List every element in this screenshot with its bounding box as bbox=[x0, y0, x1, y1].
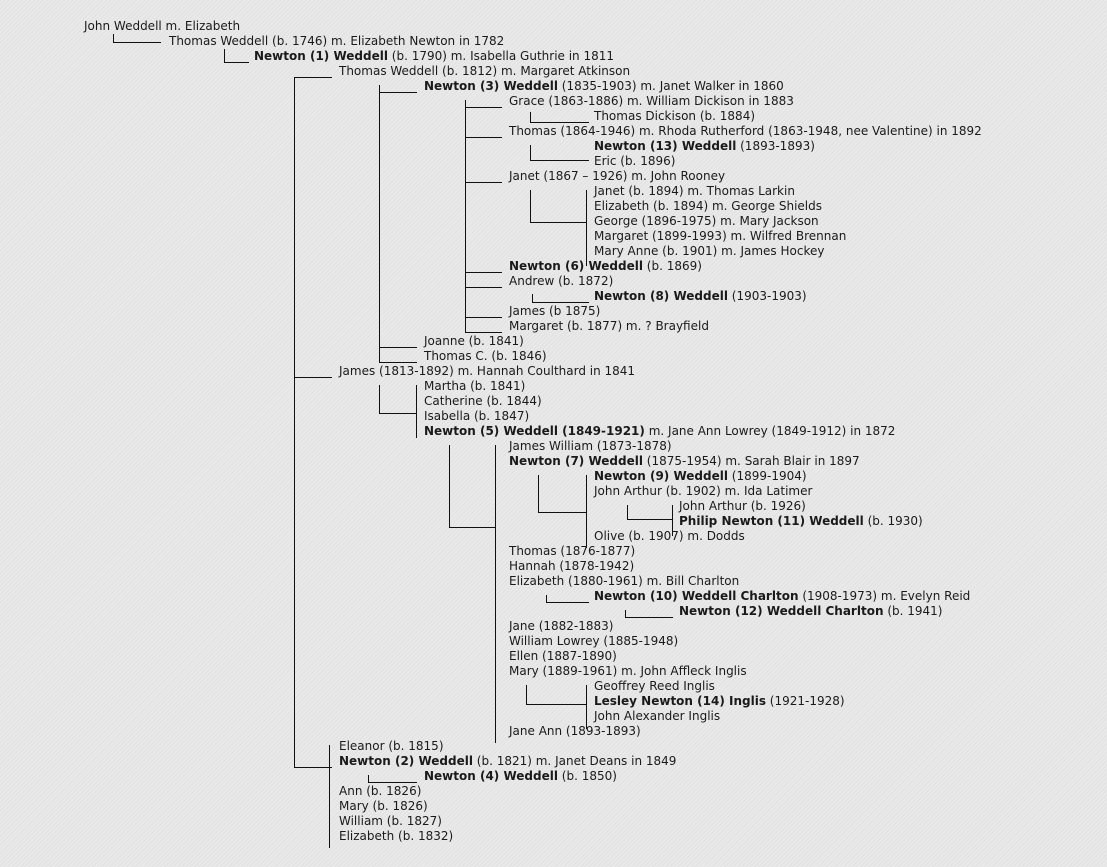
person-text: (1903-1903) bbox=[727, 289, 807, 303]
person-entry bbox=[594, 139, 815, 154]
person-text: Isabella (b. 1847) bbox=[424, 409, 530, 423]
connector-line bbox=[379, 85, 380, 363]
person-text: Ellen (1887-1890) bbox=[509, 649, 617, 663]
person-text: Thomas C. (b. 1846) bbox=[424, 349, 547, 363]
person-entry bbox=[594, 709, 720, 724]
person-entry bbox=[679, 499, 806, 514]
person-text: Elizabeth (b. 1832) bbox=[339, 829, 454, 843]
connector-line bbox=[530, 222, 587, 223]
person-name-highlight: Lesley Newton (14) Inglis bbox=[594, 694, 766, 708]
person-entry bbox=[594, 154, 675, 169]
person-name-highlight: Newton (12) Weddell Charlton bbox=[679, 604, 884, 618]
person-entry bbox=[509, 574, 739, 589]
person-entry bbox=[509, 559, 634, 574]
connector-line bbox=[625, 617, 673, 618]
connector-line bbox=[224, 49, 225, 63]
person-text: Margaret (b. 1877) m. ? Brayfield bbox=[509, 319, 709, 333]
person-entry bbox=[339, 64, 630, 79]
connector-line bbox=[586, 685, 587, 729]
person-text: Elizabeth (b. 1894) m. George Shields bbox=[594, 199, 823, 213]
person-text: Thomas (1876-1877) bbox=[509, 544, 636, 558]
person-name-highlight: Newton (2) Weddell bbox=[339, 754, 473, 768]
connector-line bbox=[530, 145, 531, 161]
person-entry bbox=[339, 784, 421, 799]
person-entry bbox=[339, 739, 444, 754]
person-entry bbox=[594, 589, 970, 604]
person-entry bbox=[339, 799, 428, 814]
person-name-highlight: Newton (7) Weddell bbox=[509, 454, 643, 468]
person-entry bbox=[509, 304, 600, 319]
person-entry bbox=[594, 244, 824, 259]
person-text: (1893-1893) bbox=[736, 139, 815, 153]
connector-line bbox=[465, 100, 466, 333]
connector-line bbox=[526, 685, 527, 705]
person-entry bbox=[594, 214, 819, 229]
person-entry bbox=[509, 94, 794, 109]
connector-line bbox=[465, 317, 502, 318]
person-entry bbox=[509, 274, 613, 289]
connector-line bbox=[379, 385, 380, 414]
person-entry bbox=[594, 184, 795, 199]
connector-line bbox=[465, 272, 502, 273]
connector-line bbox=[294, 77, 332, 78]
connector-line bbox=[294, 77, 295, 768]
person-text: Hannah (1878-1942) bbox=[509, 559, 635, 573]
person-entry bbox=[679, 604, 942, 619]
connector-line bbox=[538, 512, 587, 513]
person-text: Ann (b. 1826) bbox=[339, 784, 422, 798]
connector-line bbox=[379, 92, 417, 93]
connector-line bbox=[465, 182, 502, 183]
person-entry bbox=[509, 169, 725, 184]
person-text: (1921-1928) bbox=[765, 694, 845, 708]
connector-line bbox=[113, 42, 161, 43]
person-name-highlight: Philip Newton (11) Weddell bbox=[679, 514, 864, 528]
person-entry bbox=[594, 229, 846, 244]
person-entry bbox=[594, 484, 812, 499]
person-text: Mary (b. 1826) bbox=[339, 799, 428, 813]
connector-line bbox=[329, 745, 330, 848]
connector-line bbox=[530, 190, 531, 223]
connector-line bbox=[586, 475, 587, 548]
person-text: James (b 1875) bbox=[509, 304, 601, 318]
connector-line bbox=[294, 377, 332, 378]
person-text: Thomas Weddell (b. 1746) m. Elizabeth Newton in 1782 bbox=[169, 34, 505, 48]
person-text: (1908-1973) m. Evelyn Reid bbox=[798, 589, 971, 603]
connector-line bbox=[379, 413, 417, 414]
person-text: Olive (b. 1907) m. Dodds bbox=[594, 529, 745, 543]
person-entry bbox=[424, 379, 525, 394]
person-text: William (b. 1827) bbox=[339, 814, 442, 828]
person-text: Thomas Weddell (b. 1812) m. Margaret Atkinson bbox=[339, 64, 631, 78]
person-text: Mary (1889-1961) m. John Affleck Inglis bbox=[509, 664, 747, 678]
person-text: Thomas (1864-1946) m. Rhoda Rutherford (1863-1948, nee Valentine) in 1892 bbox=[509, 124, 982, 138]
person-text: Mary Anne (b. 1901) m. James Hockey bbox=[594, 244, 825, 258]
person-text: Jane Ann (1893-1893) bbox=[509, 724, 641, 738]
connector-line bbox=[530, 160, 589, 161]
person-text: (b. 1941) bbox=[883, 604, 943, 618]
connector-line bbox=[224, 62, 249, 63]
person-text: Geoffrey Reed Inglis bbox=[594, 679, 715, 693]
person-text: James William (1873-1878) bbox=[509, 439, 672, 453]
person-entry bbox=[594, 199, 822, 214]
person-text: Grace (1863-1886) m. William Dickison in 1883 bbox=[509, 94, 794, 108]
connector-line bbox=[449, 527, 496, 528]
person-entry bbox=[424, 409, 529, 424]
connector-line bbox=[416, 385, 417, 438]
connector-line bbox=[465, 137, 502, 138]
person-entry bbox=[594, 289, 807, 304]
connector-line bbox=[368, 782, 417, 783]
person-text: (b. 1790) m. Isabella Guthrie in 1811 bbox=[387, 49, 615, 63]
person-text: (1835-1903) m. Janet Walker in 1860 bbox=[557, 79, 784, 93]
person-entry bbox=[509, 724, 641, 739]
person-name-highlight: Newton (13) Weddell bbox=[594, 139, 737, 153]
connector-line bbox=[586, 190, 587, 266]
connector-line bbox=[465, 287, 502, 288]
person-text: Janet (b. 1894) m. Thomas Larkin bbox=[594, 184, 795, 198]
person-text: Martha (b. 1841) bbox=[424, 379, 526, 393]
person-text: (1899-1904) bbox=[727, 469, 807, 483]
connector-line bbox=[379, 362, 417, 363]
person-text: Elizabeth (1880-1961) m. Bill Charlton bbox=[509, 574, 740, 588]
person-text: John Weddell m. Elizabeth bbox=[84, 19, 241, 33]
person-name-highlight: Newton (6) Weddell bbox=[509, 259, 643, 273]
person-name-highlight: Newton (3) Weddell bbox=[424, 79, 558, 93]
person-entry bbox=[509, 319, 709, 334]
person-name-highlight: Newton (9) Weddell bbox=[594, 469, 728, 483]
person-entry bbox=[509, 664, 747, 679]
connector-line bbox=[627, 519, 673, 520]
person-text: George (1896-1975) m. Mary Jackson bbox=[594, 214, 819, 228]
person-entry bbox=[339, 754, 676, 769]
person-entry bbox=[509, 124, 982, 139]
connector-line bbox=[538, 475, 539, 513]
person-name-highlight: Newton (1) Weddell bbox=[254, 49, 388, 63]
person-entry bbox=[84, 19, 240, 34]
person-entry bbox=[254, 49, 614, 64]
connector-line bbox=[379, 347, 417, 348]
person-text: Thomas Dickison (b. 1884) bbox=[594, 109, 756, 123]
person-entry bbox=[594, 529, 745, 544]
person-text: James (1813-1892) m. Hannah Coulthard in 1841 bbox=[339, 364, 636, 378]
person-text: Margaret (1899-1993) m. Wilfred Brennan bbox=[594, 229, 847, 243]
connector-line bbox=[449, 445, 450, 528]
person-text: (b. 1850) bbox=[557, 769, 617, 783]
person-entry bbox=[169, 34, 504, 49]
connector-line bbox=[627, 505, 628, 520]
person-name-highlight: Newton (10) Weddell Charlton bbox=[594, 589, 799, 603]
connector-line bbox=[495, 445, 496, 743]
person-text: (b. 1930) bbox=[863, 514, 923, 528]
person-entry bbox=[594, 679, 715, 694]
person-entry bbox=[424, 79, 784, 94]
person-text: Eric (b. 1896) bbox=[594, 154, 676, 168]
person-entry bbox=[424, 349, 547, 364]
person-text: m. Jane Ann Lowrey (1849-1912) in 1872 bbox=[644, 424, 896, 438]
person-text: Andrew (b. 1872) bbox=[509, 274, 614, 288]
person-text: (1875-1954) m. Sarah Blair in 1897 bbox=[642, 454, 860, 468]
person-entry bbox=[424, 394, 542, 409]
person-entry bbox=[509, 619, 613, 634]
person-entry bbox=[509, 634, 678, 649]
connector-line bbox=[546, 602, 589, 603]
connector-line bbox=[465, 332, 502, 333]
person-name-highlight: Newton (8) Weddell bbox=[594, 289, 728, 303]
person-entry bbox=[424, 769, 617, 784]
person-text: William Lowrey (1885-1948) bbox=[509, 634, 679, 648]
person-name-highlight: Newton (5) Weddell (1849-1921) bbox=[424, 424, 645, 438]
person-entry bbox=[424, 334, 524, 349]
person-text: Catherine (b. 1844) bbox=[424, 394, 542, 408]
person-text: Eleanor (b. 1815) bbox=[339, 739, 444, 753]
person-entry bbox=[679, 514, 923, 529]
person-name-highlight: Newton (4) Weddell bbox=[424, 769, 558, 783]
person-entry bbox=[594, 694, 845, 709]
connector-line bbox=[294, 767, 332, 768]
connector-line bbox=[530, 122, 589, 123]
person-text: Janet (1867 – 1926) m. John Rooney bbox=[509, 169, 726, 183]
connector-line bbox=[526, 704, 587, 705]
person-entry bbox=[509, 454, 860, 469]
person-entry bbox=[509, 439, 672, 454]
person-entry bbox=[424, 424, 895, 439]
person-text: (b. 1869) bbox=[642, 259, 702, 273]
person-entry bbox=[509, 259, 702, 274]
person-text: John Arthur (b. 1902) m. Ida Latimer bbox=[594, 484, 813, 498]
person-text: John Alexander Inglis bbox=[594, 709, 721, 723]
person-text: Joanne (b. 1841) bbox=[424, 334, 524, 348]
person-entry bbox=[339, 364, 635, 379]
person-entry bbox=[509, 544, 635, 559]
person-text: (b. 1821) m. Janet Deans in 1849 bbox=[472, 754, 677, 768]
person-entry bbox=[339, 814, 442, 829]
person-entry bbox=[509, 649, 617, 664]
person-entry bbox=[339, 829, 453, 844]
person-text: Jane (1882-1883) bbox=[509, 619, 614, 633]
person-text: John Arthur (b. 1926) bbox=[679, 499, 806, 513]
person-entry bbox=[594, 109, 755, 124]
connector-line bbox=[532, 302, 589, 303]
person-entry bbox=[594, 469, 807, 484]
connector-line bbox=[465, 107, 502, 108]
